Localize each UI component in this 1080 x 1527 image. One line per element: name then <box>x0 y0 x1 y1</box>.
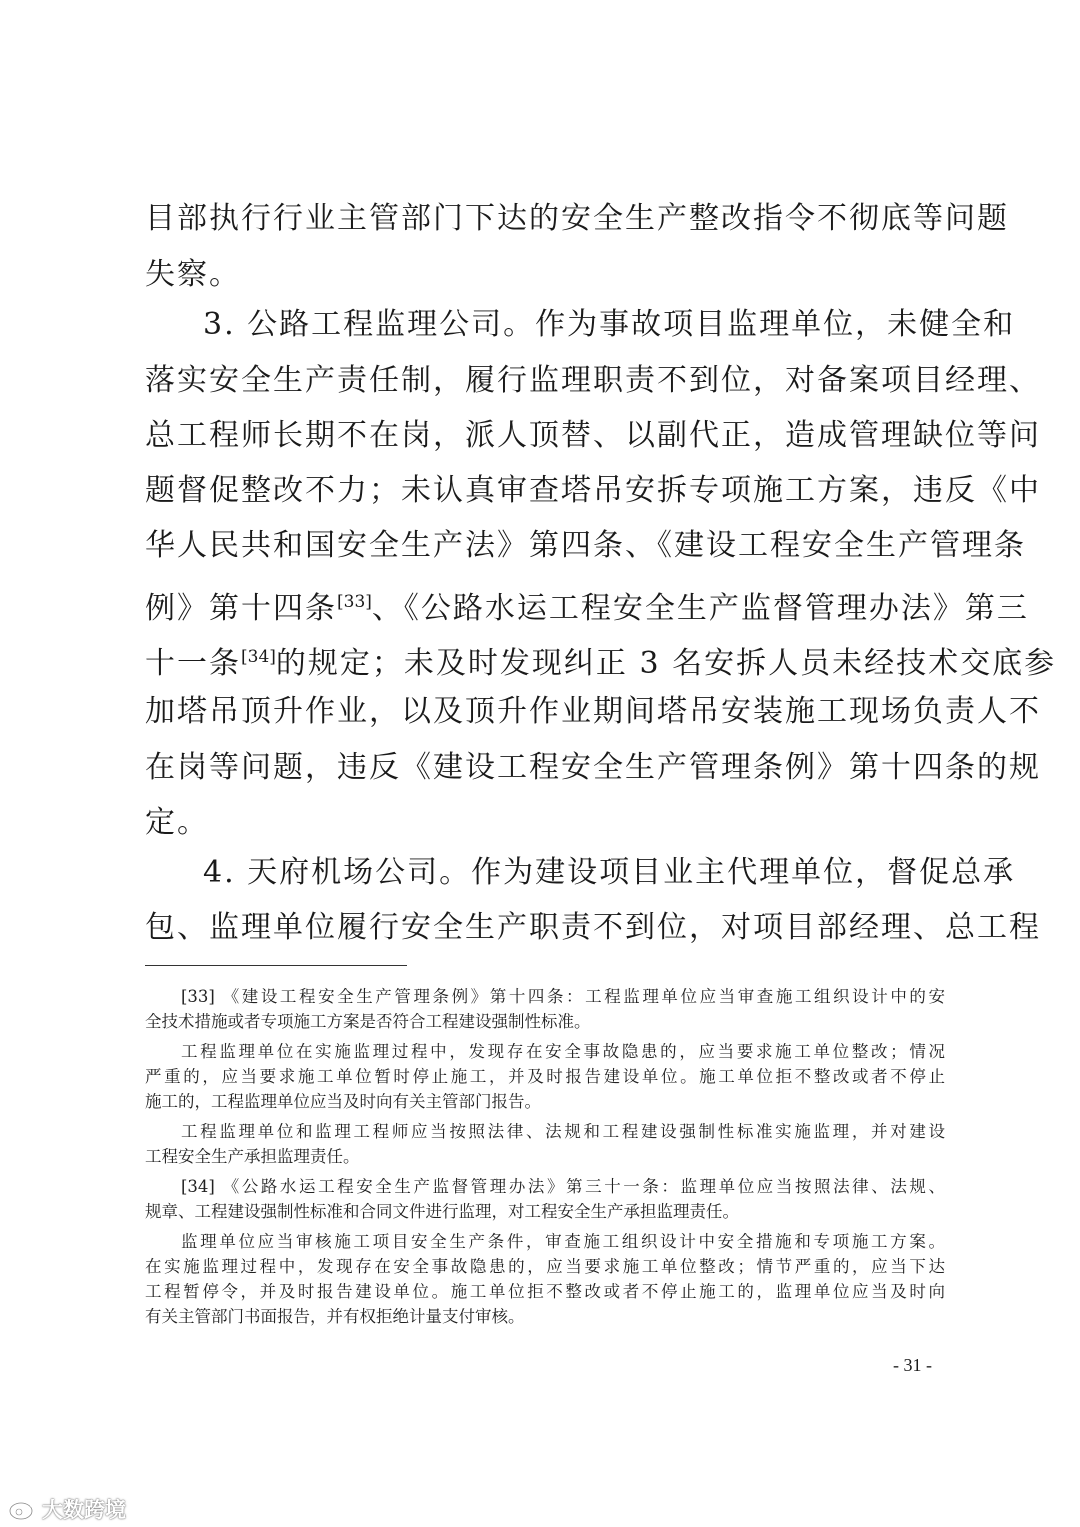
watermark <box>8 1495 126 1523</box>
footnote-line: [33] 《建设工程安全生产管理条例》第十四条：工程监理单位应当审查施工组织设计中的安 <box>181 987 945 1006</box>
footnote-line: 严重的，应当要求施工单位暂时停止施工，并及时报告建设单位。施工单位拒不整改或者不停止 <box>145 1067 945 1086</box>
footnote-line: 工程监理单位和监理工程师应当按照法律、法规和工程建设强制性标准实施监理，并对建设 <box>181 1122 945 1141</box>
body-line: 总工程师长期不在岗，派人顶替、以副代正，造成管理缺位等问 <box>145 418 1041 453</box>
footnote-line: 监理单位应当审核施工项目安全生产条件，审查施工组织设计中安全措施和专项施工方案。 <box>181 1232 945 1251</box>
body-line: 3. 公路工程监理公司。作为事故项目监理单位，未健全和 <box>203 307 1016 342</box>
footnote-line: 有关主管部门书面报告，并有权拒绝计量支付审核。 <box>145 1307 525 1326</box>
body-line-with-footnote-33 <box>145 574 1029 630</box>
page-number: - 31 - <box>893 1355 932 1375</box>
body-text: 十一条 <box>145 646 241 681</box>
body-text: 的规定；未及时发现纠正 3 名安拆人员未经技术交底参 <box>275 646 1057 681</box>
footnote-line: 全技术措施或者专项施工方案是否符合工程建设强制性标准。 <box>145 1012 591 1031</box>
body-line: 包、监理单位履行安全生产职责不到位，对项目部经理、总工程 <box>145 910 1041 945</box>
footnote-line: 工程暂停令，并及时报告建设单位。施工单位拒不整改或者不停止施工的，监理单位应当及时向 <box>145 1282 945 1301</box>
body-line: 目部执行行业主管部门下达的安全生产整改指令不彻底等问题 <box>145 201 1009 236</box>
body-line: 在岗等问题，违反《建设工程安全生产管理条例》第十四条的规 <box>145 750 1041 785</box>
body-line: 华人民共和国安全生产法》第四条、《建设工程安全生产管理条 <box>145 528 1026 563</box>
body-line: 落实安全生产责任制，履行监理职责不到位，对备案项目经理、 <box>145 363 1041 398</box>
footnote-line: 规章、工程建设强制性标准和合同文件进行监理，对工程安全生产承担监理责任。 <box>145 1202 739 1221</box>
footnote-line: 工程安全生产承担监理责任。 <box>145 1147 360 1166</box>
body-line: 失察。 <box>145 257 241 292</box>
body-line: 4. 天府机场公司。作为建设项目业主代理单位，督促总承 <box>203 855 1016 890</box>
footnote-divider <box>145 965 407 966</box>
weibo-icon <box>8 1497 38 1521</box>
footnote-ref-33[interactable]: [33] <box>337 592 372 612</box>
footnote-ref-34[interactable]: [34] <box>241 647 276 667</box>
footnote-line: 在实施监理过程中，发现存在安全事故隐患的，应当要求施工单位整改；情节严重的，应当下达 <box>145 1257 945 1276</box>
body-line: 加塔吊顶升作业，以及顶升作业期间塔吊安装施工现场负责人不 <box>145 694 1041 729</box>
body-text: 例》第十四条 <box>145 591 337 626</box>
body-text: 、《公路水运工程安全生产监督管理办法》第三 <box>371 591 1029 626</box>
footnote-line: 工程监理单位在实施监理过程中，发现存在安全事故隐患的，应当要求施工单位整改；情况 <box>181 1042 945 1061</box>
footnote-line: 施工的，工程监理单位应当及时向有关主管部门报告。 <box>145 1092 541 1111</box>
body-line: 定。 <box>145 805 209 840</box>
body-line: 题督促整改不力；未认真审查塔吊安拆专项施工方案，违反《中 <box>145 473 1041 508</box>
footnote-line: [34] 《公路水运工程安全生产监督管理办法》第三十一条：监理单位应当按照法律、法规、 <box>181 1177 945 1196</box>
body-line-with-footnote-34 <box>145 629 1057 685</box>
watermark-text: 大数跨境 <box>42 1498 126 1522</box>
